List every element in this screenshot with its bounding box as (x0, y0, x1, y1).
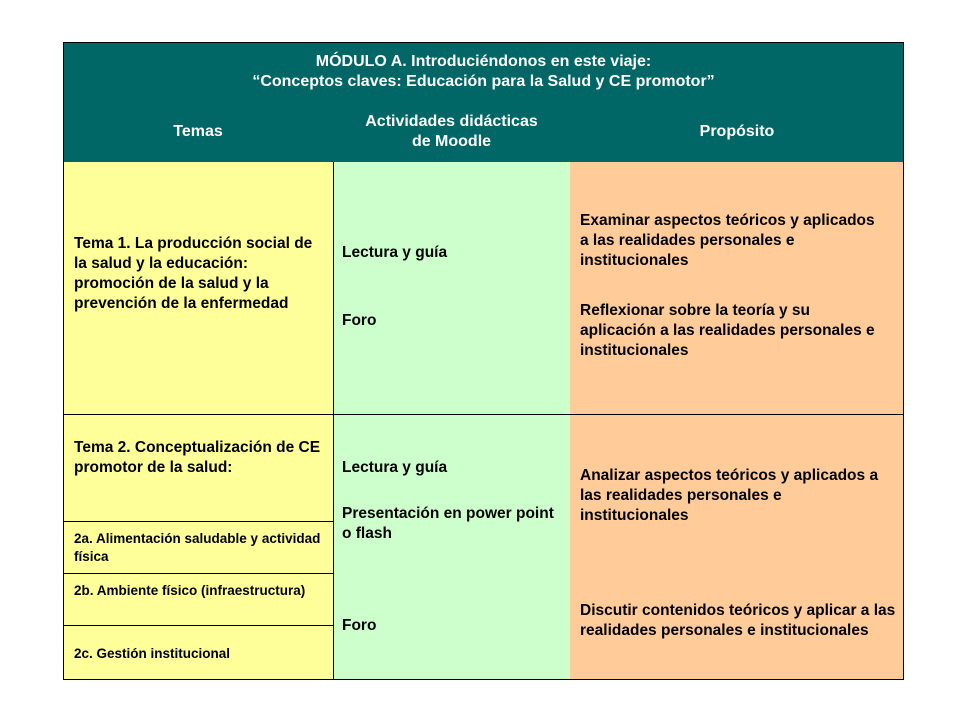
module-title-line2: “Conceptos claves: Educación para la Salud y CE promotor” (252, 73, 715, 90)
row2-actividad-foro: Foro (342, 617, 377, 634)
header-temas-label: Temas (173, 123, 223, 140)
row1-actividad-foro: Foro (342, 312, 377, 329)
row2-sub-a: 2a. Alimentación saludable y actividad física (74, 531, 321, 564)
row2-proposito-2: Discutir contenidos teóricos y aplicar a las realidades personales e institucionales (580, 602, 896, 639)
row2-tema: Tema 2. Conceptualización de CE promotor de la salud: (74, 439, 321, 476)
row2-actividad-presentacion: Presentación en power point o flash (342, 505, 554, 542)
row1-tema: Tema 1. La producción social de la salud y la educación: promoción de la salud y la prevención de la enfermedad (74, 235, 313, 312)
header-actividades-line2: de Moodle (411, 133, 492, 150)
module-title-line1: MÓDULO A. Introduciéndonos en este viaje: (315, 53, 652, 70)
header-proposito-label: Propósito (699, 123, 775, 140)
table-border (63, 42, 904, 680)
row1-proposito-2: Reflexionar sobre la teoría y su aplicación a las realidades personales e institucionales (580, 302, 875, 359)
row1-actividad-lectura: Lectura y guía (342, 244, 448, 261)
row2-actividad-lectura: Lectura y guía (342, 459, 448, 476)
row1-proposito-1: Examinar aspectos teóricos y aplicados a las realidades personales e institucionales (580, 212, 875, 269)
row2-sub-b: 2b. Ambiente físico (infraestructura) (74, 583, 306, 598)
row2-sub-c: 2c. Gestión institucional (74, 646, 231, 661)
row2-proposito-1: Analizar aspectos teóricos y aplicados a las realidades personales e institucionales (580, 467, 879, 524)
header-actividades-line1: Actividades didácticas (365, 113, 538, 130)
